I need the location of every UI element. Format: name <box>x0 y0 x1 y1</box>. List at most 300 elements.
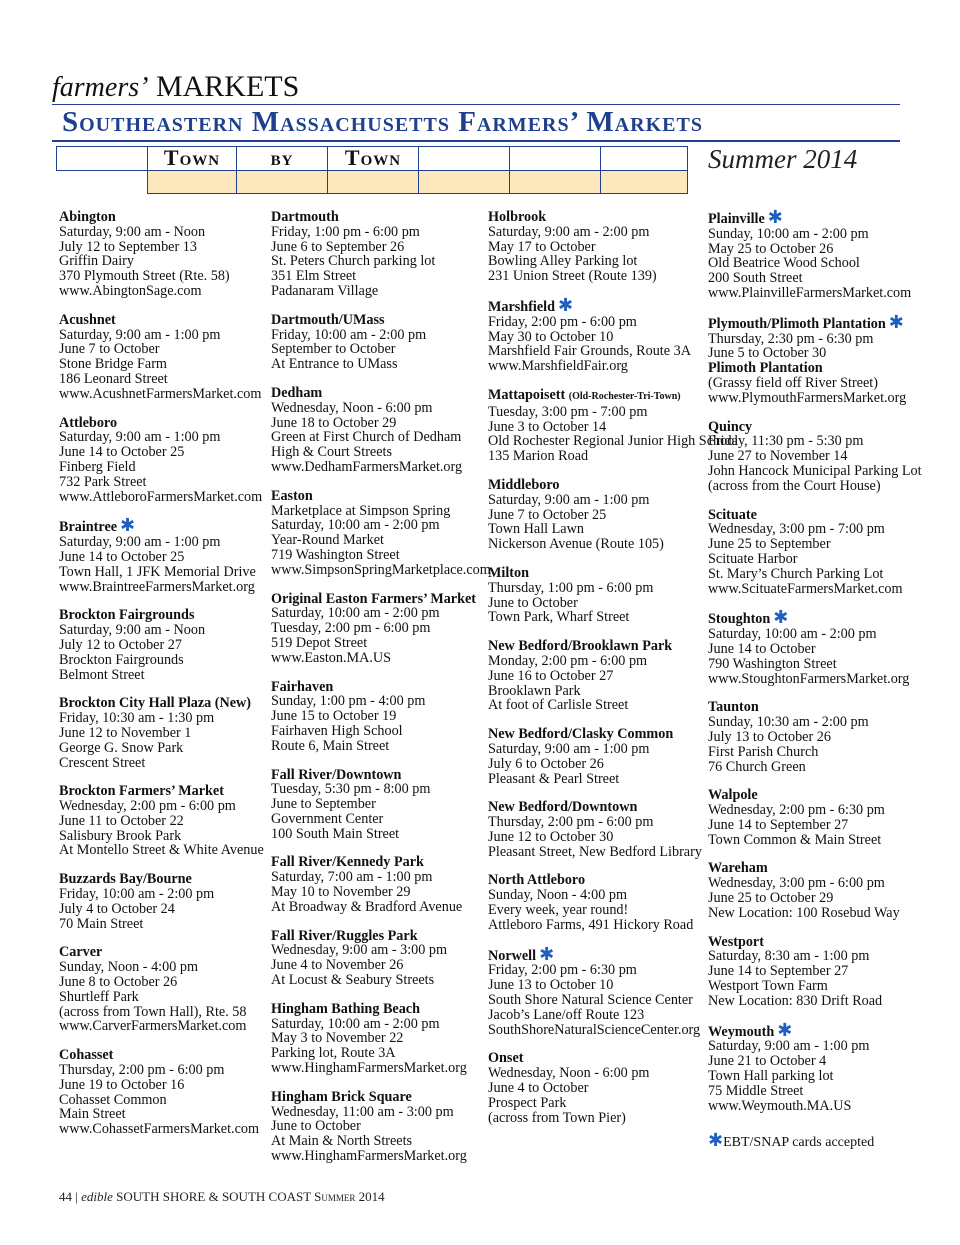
market-detail: (across from Town Pier) <box>488 1109 626 1126</box>
market-detail: Thursday, 2:00 pm - 6:00 pm <box>488 814 654 831</box>
market-detail: Tuesday, 2:00 pm - 6:00 pm <box>271 620 431 637</box>
market-detail: www.SimpsonSpringMarketplace.com <box>271 561 491 578</box>
market-name <box>488 478 703 493</box>
market-detail: Saturday, 7:00 am - 1:00 pm <box>271 869 433 886</box>
market-detail: Jacob’s Lane/off Route 123 <box>488 1006 645 1023</box>
market-detail: June 7 to October 25 <box>488 506 607 523</box>
market-name <box>271 489 483 504</box>
market-detail: Griffin Dairy <box>59 253 134 270</box>
market-detail: Finberg Field <box>59 458 136 475</box>
ebt-asterisk-icon: ✱ <box>767 207 783 227</box>
market-detail: Shurtleff Park <box>59 988 139 1005</box>
market-entry <box>488 943 703 1038</box>
market-name <box>708 311 913 332</box>
market-name <box>271 386 483 401</box>
market-name <box>708 935 913 950</box>
market-detail: Saturday, 9:00 am - 1:00 pm <box>488 740 650 757</box>
market-detail: May 17 to October <box>488 238 596 255</box>
market-detail: June 14 to October 25 <box>59 548 185 565</box>
market-name-text: Mattapoisett <box>488 386 566 403</box>
market-entry <box>488 800 703 859</box>
ebt-asterisk-icon: ✱ <box>120 515 136 536</box>
table-cell <box>510 147 601 171</box>
market-detail: www.BraintreeFarmersMarket.org <box>59 578 255 595</box>
market-name <box>271 855 483 870</box>
market-detail: 75 Middle Street <box>708 1082 804 1099</box>
ebt-asterisk-icon: ✱ <box>773 607 789 628</box>
market-name <box>271 1090 483 1105</box>
market-name <box>488 943 703 964</box>
market-entry <box>271 855 483 914</box>
market-detail: St. Peters Church parking lot <box>271 253 436 270</box>
market-name <box>59 872 264 887</box>
market-name-text: Cohasset <box>59 1047 114 1064</box>
market-name <box>488 800 703 815</box>
market-detail: George G. Snow Park <box>59 739 184 756</box>
market-detail: Saturday, 9:00 am - 1:00 pm <box>59 429 221 446</box>
market-detail: June 21 to October 4 <box>708 1053 827 1070</box>
market-detail: www.MarshfieldFair.org <box>488 358 628 375</box>
market-entry <box>271 487 491 578</box>
market-name-text: Braintree <box>59 519 118 536</box>
market-detail: Thursday, 2:00 pm - 6:00 pm <box>59 1062 225 1079</box>
market-detail: www.AttleboroFarmersMarket.com <box>59 488 263 505</box>
market-detail: June 14 to September 27 <box>708 816 849 833</box>
market-entry <box>271 929 483 988</box>
town-by-town-table <box>56 146 688 194</box>
market-entry <box>59 784 264 858</box>
market-detail: Government Center <box>271 810 384 827</box>
market-detail: Nickerson Avenue (Route 105) <box>488 536 664 553</box>
market-detail: At Entrance to UMass <box>271 356 398 373</box>
market-name <box>488 294 703 315</box>
market-name-secondary: Plimoth Plantation <box>708 360 823 377</box>
market-detail: Stone Bridge Farm <box>59 356 167 373</box>
market-detail: Friday, 11:30 pm - 5:30 pm <box>708 433 864 450</box>
market-detail: 186 Leonard Street <box>59 370 168 387</box>
table-cell <box>510 170 601 194</box>
market-name-text: Taunton <box>708 699 759 716</box>
market-detail: www.StoughtonFarmersMarket.org <box>708 670 910 687</box>
market-detail: www.DedhamFarmersMarket.org <box>271 458 463 475</box>
market-detail: Bowling Alley Parking lot <box>488 253 638 270</box>
market-detail: Saturday, 10:00 am - 2:00 pm <box>271 605 440 622</box>
market-detail: John Hancock Municipal Parking Lot <box>708 462 922 479</box>
table-cell <box>328 170 419 194</box>
market-detail: Town Hall, 1 JFK Memorial Drive <box>59 563 256 580</box>
footer-separator: | <box>75 1189 78 1204</box>
market-name <box>59 210 264 225</box>
market-name-text: Brockton Fairgrounds <box>59 607 195 624</box>
market-detail: Year-Round Market <box>271 532 384 549</box>
market-detail: Saturday, 10:00 am - 2:00 pm <box>271 517 440 534</box>
market-name <box>271 1002 483 1017</box>
market-detail: June 8 to October 26 <box>59 974 178 991</box>
market-detail: Pleasant Street, New Bedford Library <box>488 843 702 860</box>
market-entry <box>59 515 264 595</box>
market-detail: June 18 to October 29 <box>271 414 397 431</box>
market-detail: June 14 to September 27 <box>708 963 849 980</box>
market-detail: 732 Park Street <box>59 473 147 490</box>
market-name <box>271 768 483 783</box>
market-name-text: Westport <box>708 933 764 950</box>
market-entry <box>488 210 703 284</box>
market-name <box>488 1051 703 1066</box>
market-detail: St. Mary’s Church Parking Lot <box>708 565 884 582</box>
market-entry <box>708 935 913 1009</box>
market-name-text: Fall River/Downtown <box>271 766 402 783</box>
market-detail: Westport Town Farm <box>708 978 828 995</box>
market-detail: At Locust & Seabury Streets <box>271 972 435 989</box>
ebt-footnote <box>708 1130 913 1151</box>
ebt-asterisk-icon: ✱ <box>708 1130 724 1151</box>
market-detail: June 19 to October 16 <box>59 1076 185 1093</box>
market-name <box>488 388 703 405</box>
market-detail: 135 Marion Road <box>488 448 589 465</box>
market-entry <box>59 313 264 402</box>
market-entry <box>271 1090 483 1164</box>
market-detail: Friday, 1:00 pm - 6:00 pm <box>271 223 420 240</box>
market-column <box>59 210 264 1151</box>
market-detail: Saturday, 9:00 am - 2:00 pm <box>488 223 650 240</box>
market-name <box>708 508 913 523</box>
market-entry <box>488 639 703 713</box>
market-name <box>488 210 703 225</box>
table-header-by: by <box>237 147 328 171</box>
market-name-text: Onset <box>488 1050 524 1067</box>
market-entry <box>271 210 483 299</box>
market-detail: Wednesday, 9:00 am - 3:00 pm <box>271 942 448 959</box>
market-detail: Town Hall Lawn <box>488 521 584 538</box>
market-detail: www.Weymouth.MA.US <box>708 1097 852 1114</box>
market-name-text: Fall River/Ruggles Park <box>271 927 418 944</box>
market-entry <box>59 872 264 931</box>
market-name <box>59 416 264 431</box>
market-detail: www.CarverFarmersMarket.com <box>59 1018 247 1035</box>
market-entry <box>708 207 913 301</box>
market-detail: At Montello Street & White Avenue <box>59 842 264 859</box>
market-entry <box>271 768 483 842</box>
page-title: Southeastern Massachusetts Farmers’ Markets <box>62 106 703 138</box>
market-detail: Thursday, 2:30 pm - 6:30 pm <box>708 330 874 347</box>
market-column <box>708 207 922 1151</box>
market-entry <box>271 680 483 754</box>
market-detail: June 6 to September 26 <box>271 238 405 255</box>
market-detail: Saturday, 9:00 am - 1:00 pm <box>488 491 650 508</box>
market-detail: www.ScituateFarmersMarket.com <box>708 580 903 597</box>
ebt-asterisk-icon: ✱ <box>558 294 574 315</box>
market-detail: 200 South Street <box>708 270 803 287</box>
market-entry <box>708 1019 913 1114</box>
market-detail: Brockton Fairgrounds <box>59 651 184 668</box>
market-entry <box>488 294 703 375</box>
market-detail: www.CohassetFarmersMarket.com <box>59 1121 260 1138</box>
market-entry <box>708 508 913 597</box>
market-entry <box>708 607 913 687</box>
market-detail: www.AbingtonSage.com <box>59 282 202 299</box>
table-cell <box>237 170 328 194</box>
market-detail: Friday, 10:00 am - 2:00 pm <box>59 886 215 903</box>
market-detail: Wednesday, 2:00 pm - 6:00 pm <box>59 798 236 815</box>
market-name-text: Quincy <box>708 418 753 435</box>
market-detail: Tuesday, 5:30 pm - 8:00 pm <box>271 781 431 798</box>
market-detail: Tuesday, 3:00 pm - 7:00 pm <box>488 403 648 420</box>
market-entry <box>708 788 913 847</box>
market-detail: Monday, 2:00 pm - 6:00 pm <box>488 652 648 669</box>
market-name-text: Dartmouth <box>271 209 339 225</box>
market-detail: Old Rochester Regional Junior High School <box>488 433 739 450</box>
market-detail: 76 Church Green <box>708 758 806 775</box>
ebt-footnote-text: EBT/SNAP cards accepted <box>723 1135 875 1151</box>
market-detail: Saturday, 9:00 am - 1:00 pm <box>708 1038 870 1055</box>
market-detail: Saturday, 9:00 am - 1:00 pm <box>59 326 221 343</box>
market-entry <box>271 313 483 372</box>
market-detail: Saturday, 9:00 am - Noon <box>59 622 206 639</box>
market-detail: First Parish Church <box>708 743 819 760</box>
footer-issue: Summer 2014 <box>314 1189 385 1204</box>
market-detail: Sunday, 10:00 am - 2:00 pm <box>708 225 869 242</box>
market-entry <box>488 1051 703 1125</box>
market-entry <box>59 1048 264 1137</box>
market-name-text: New Bedford/Brooklawn Park <box>488 638 673 655</box>
market-entry <box>271 386 483 475</box>
market-detail: September to October <box>271 341 396 358</box>
market-detail: May 25 to October 26 <box>708 240 834 257</box>
table-cell <box>601 147 688 171</box>
market-detail: Saturday, 8:30 am - 1:00 pm <box>708 948 870 965</box>
market-name-text: Acushnet <box>59 311 116 328</box>
market-name <box>59 515 264 536</box>
market-detail: June 25 to October 29 <box>708 890 834 907</box>
market-detail: At Broadway & Bradford Avenue <box>271 898 463 915</box>
market-name <box>59 313 264 328</box>
ebt-asterisk-icon: ✱ <box>888 311 904 332</box>
title-rule <box>52 140 900 142</box>
market-name-text: Hingham Bathing Beach <box>271 1000 420 1017</box>
market-detail: June 14 to October 25 <box>59 444 185 461</box>
table-cell <box>148 170 237 194</box>
market-name <box>488 566 703 581</box>
market-name <box>59 784 264 799</box>
market-name-text: Brockton Farmers’ Market <box>59 783 224 800</box>
market-name <box>708 607 913 628</box>
market-entry <box>488 727 703 786</box>
market-detail: July 12 to September 13 <box>59 238 197 255</box>
market-detail: New Location: 100 Rosebud Way <box>708 904 900 921</box>
market-detail: 70 Main Street <box>59 915 144 932</box>
market-name-text: Easton <box>271 487 313 504</box>
market-detail: (across from the Court House) <box>708 477 881 494</box>
page-footer <box>59 1189 385 1205</box>
market-detail: 370 Plymouth Street (Rte. 58) <box>59 268 230 285</box>
market-detail: Friday, 10:00 am - 2:00 pm <box>271 326 427 343</box>
market-detail: At Main & North Streets <box>271 1133 413 1150</box>
market-detail: Sunday, Noon - 4:00 pm <box>488 887 627 904</box>
market-entry <box>59 416 264 505</box>
market-name <box>708 700 913 715</box>
table-header-town-2: Town <box>328 147 419 171</box>
market-name-text: Scituate <box>708 506 757 523</box>
market-name-text: Abington <box>59 209 116 225</box>
market-detail: SouthShoreNaturalScienceCenter.org <box>488 1021 701 1038</box>
market-detail: July 12 to October 27 <box>59 636 182 653</box>
market-entry <box>59 608 264 682</box>
market-name-text: Milton <box>488 564 529 581</box>
market-detail: Prospect Park <box>488 1094 567 1111</box>
market-detail: Saturday, 10:00 am - 2:00 pm <box>708 626 877 643</box>
section-label-prefix: farmers’ <box>52 72 149 103</box>
table-cell <box>57 147 148 171</box>
market-detail: June to October <box>271 1118 361 1135</box>
table-cell <box>419 170 510 194</box>
market-name-text: Norwell <box>488 947 537 964</box>
market-name-text: Walpole <box>708 787 758 804</box>
market-name <box>271 680 483 695</box>
page-number: 44 <box>59 1189 72 1204</box>
market-name-text: Original Easton Farmers’ Market <box>271 590 477 607</box>
market-name-text: Marshfield <box>488 298 555 315</box>
market-name <box>708 788 913 803</box>
market-name-text: Plymouth/Plimoth Plantation <box>708 315 886 332</box>
market-name-text: Dedham <box>271 384 323 401</box>
market-detail: Every week, year round! <box>488 902 629 919</box>
market-detail: May 30 to October 10 <box>488 328 614 345</box>
market-detail: Old Beatrice Wood School <box>708 255 860 272</box>
market-detail: www.PlymouthFarmersMarket.org <box>708 389 907 406</box>
market-name <box>59 696 264 711</box>
market-detail: www.HinghamFarmersMarket.org <box>271 1060 467 1077</box>
market-entry <box>488 478 703 552</box>
market-name-text: Dartmouth/UMass <box>271 311 385 328</box>
market-name <box>708 420 913 435</box>
market-detail: Padanaram Village <box>271 282 379 299</box>
market-detail: Pleasant & Pearl Street <box>488 770 620 787</box>
table-cell <box>419 147 510 171</box>
market-detail: May 10 to November 29 <box>271 884 411 901</box>
market-detail: Sunday, 10:30 am - 2:00 pm <box>708 714 869 731</box>
market-name-text: Middleboro <box>488 476 560 493</box>
market-detail: Green at First Church of Dedham <box>271 429 462 446</box>
market-detail: July 13 to October 26 <box>708 728 831 745</box>
market-detail: June 14 to October <box>708 640 816 657</box>
market-detail: June 4 to November 26 <box>271 957 404 974</box>
market-detail: Scituate Harbor <box>708 550 798 567</box>
market-detail: Marketplace at Simpson Spring <box>271 502 451 519</box>
market-detail: 790 Washington Street <box>708 655 837 672</box>
market-name-text: Fairhaven <box>271 678 334 695</box>
market-detail: 719 Washington Street <box>271 546 400 563</box>
market-name-text: Fall River/Kennedy Park <box>271 854 424 871</box>
market-name <box>488 873 703 888</box>
market-name-text: Brockton City Hall Plaza (New) <box>59 695 252 712</box>
footer-publication: SOUTH SHORE & SOUTH COAST <box>116 1189 311 1204</box>
market-detail: Attleboro Farms, 491 Hickory Road <box>488 916 694 933</box>
market-detail: (across from Town Hall), Rte. 58 <box>59 1003 247 1020</box>
market-detail: Thursday, 1:00 pm - 6:00 pm <box>488 579 654 596</box>
market-name-text: Holbrook <box>488 209 547 225</box>
section-label <box>52 70 299 105</box>
market-detail: Saturday, 9:00 am - 1:00 pm <box>59 534 221 551</box>
market-name-sub: (Old-Rochester-Tri-Town) <box>568 390 681 402</box>
market-name-text: New Bedford/Clasky Common <box>488 726 674 743</box>
market-name <box>271 210 483 225</box>
market-detail: June 4 to October <box>488 1080 589 1097</box>
market-detail: June 15 to October 19 <box>271 708 397 725</box>
market-name <box>271 313 483 328</box>
market-detail: www.HinghamFarmersMarket.org <box>271 1148 467 1165</box>
market-detail: www.AcushnetFarmersMarket.com <box>59 385 262 402</box>
market-name-text: Plainville <box>708 211 765 227</box>
market-detail: June 27 to November 14 <box>708 448 848 465</box>
market-detail: June 7 to October <box>59 341 160 358</box>
table-cell <box>57 170 148 194</box>
market-detail: Brooklawn Park <box>488 682 581 699</box>
market-name-text: Buzzards Bay/Bourne <box>59 871 192 888</box>
market-detail: Route 6, Main Street <box>271 737 390 754</box>
market-detail: Marshfield Fair Grounds, Route 3A <box>488 343 691 360</box>
market-name <box>59 608 264 623</box>
market-detail: Salisbury Brook Park <box>59 827 182 844</box>
market-name <box>488 639 703 654</box>
market-detail: June to September <box>271 796 376 813</box>
market-entry <box>59 210 264 299</box>
market-detail: Sunday, 1:00 pm - 4:00 pm <box>271 693 426 710</box>
market-entry <box>488 566 703 625</box>
market-detail: Wednesday, Noon - 6:00 pm <box>488 1065 650 1082</box>
market-name-text: Stoughton <box>708 611 771 628</box>
market-detail: South Shore Natural Science Center <box>488 992 693 1009</box>
market-detail: June 12 to October 30 <box>488 828 614 845</box>
market-name <box>271 929 483 944</box>
market-entry <box>708 311 913 406</box>
market-detail: Friday, 2:00 pm - 6:00 pm <box>488 313 637 330</box>
market-detail: Parking lot, Route 3A <box>271 1045 396 1062</box>
market-name-text: North Attleboro <box>488 872 586 889</box>
market-name <box>59 1048 264 1063</box>
market-name <box>708 861 913 876</box>
market-name-text: Hingham Brick Square <box>271 1088 412 1105</box>
market-detail: Saturday, 10:00 am - 2:00 pm <box>271 1015 440 1032</box>
market-name <box>708 1019 913 1040</box>
table-cell <box>601 170 688 194</box>
ebt-asterisk-icon: ✱ <box>777 1019 793 1040</box>
market-entry <box>59 696 264 770</box>
market-detail: www.PlainvilleFarmersMarket.com <box>708 284 912 301</box>
market-detail: Wednesday, 2:00 pm - 6:30 pm <box>708 802 885 819</box>
market-detail: 519 Depot Street <box>271 634 368 651</box>
market-detail: Wednesday, 3:00 pm - 6:00 pm <box>708 875 885 892</box>
market-entry <box>59 945 264 1034</box>
market-detail: Cohasset Common <box>59 1091 167 1108</box>
market-detail: Wednesday, 3:00 pm - 7:00 pm <box>708 521 885 538</box>
market-detail: June 12 to November 1 <box>59 724 192 741</box>
market-detail: July 6 to October 26 <box>488 755 604 772</box>
market-detail: 351 Elm Street <box>271 268 357 285</box>
market-name <box>271 592 483 607</box>
market-detail: June 3 to October 14 <box>488 418 607 435</box>
market-column <box>271 209 491 1178</box>
market-detail: June 13 to October 10 <box>488 977 614 994</box>
market-detail: (Grassy field off River Street) <box>708 374 878 391</box>
section-label-word: MARKETS <box>155 70 300 103</box>
market-detail: June 16 to October 27 <box>488 667 614 684</box>
market-detail: 100 South Main Street <box>271 825 400 842</box>
market-detail: June to October <box>488 594 578 611</box>
market-name-text: New Bedford/Downtown <box>488 799 638 816</box>
market-detail: Wednesday, Noon - 6:00 pm <box>271 399 433 416</box>
market-name <box>59 945 264 960</box>
market-detail: Saturday, 9:00 am - Noon <box>59 223 206 240</box>
